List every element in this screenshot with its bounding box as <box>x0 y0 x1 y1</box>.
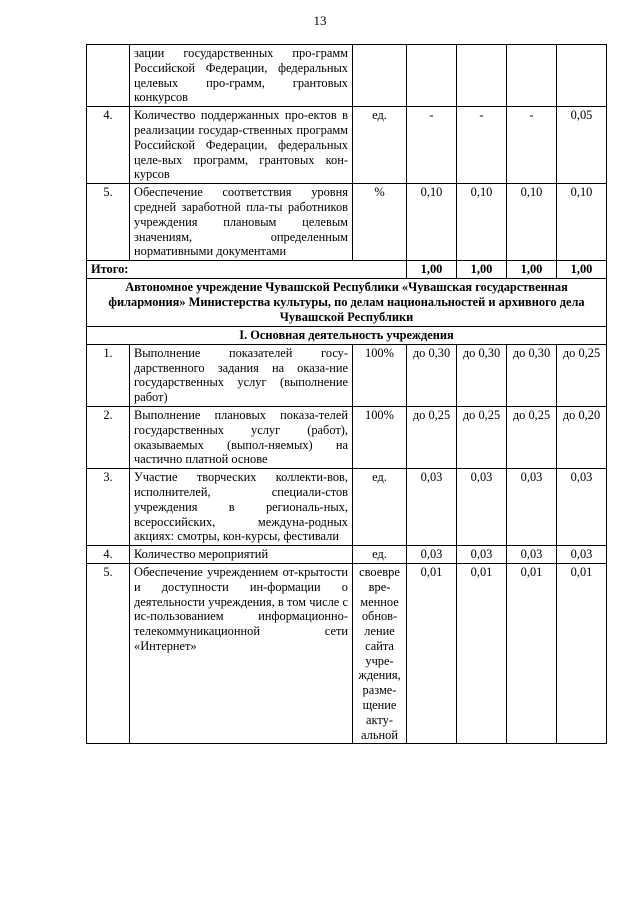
row-value: 0,03 <box>507 469 557 546</box>
row-value: 0,10 <box>407 184 457 261</box>
row-number <box>87 45 130 107</box>
row-unit: ед. <box>353 107 407 184</box>
row-value: 0,03 <box>557 469 607 546</box>
row-unit <box>353 45 407 107</box>
row-value: до 0,25 <box>457 406 507 468</box>
row-value: до 0,20 <box>557 406 607 468</box>
row-unit: 100% <box>353 344 407 406</box>
row-description: Обеспечение учреждением от-крытости и доступности ин-формации о деятельности учреждения, в том числе с ис-пользованием информационно-телекоммуникационной сети «Интернет» <box>130 563 353 744</box>
row-unit: своевре вре-менное обнов-ление сайта учре-ждения, разме-щение акту-альной <box>353 563 407 744</box>
row-value: 0,03 <box>507 546 557 564</box>
row-unit: % <box>353 184 407 261</box>
row-value: 0,03 <box>457 469 507 546</box>
table-row <box>87 344 607 406</box>
row-value: 0,01 <box>557 563 607 744</box>
row-value: 0,01 <box>507 563 557 744</box>
org-header: Автономное учреждение Чувашской Республики «Чувашская государственная филармония» Министерства культуры, по делам национальностей и архивного дела Чувашской Республики <box>87 278 607 326</box>
row-number: 2. <box>87 406 130 468</box>
row-value: 0,01 <box>457 563 507 744</box>
row-value: 0,10 <box>457 184 507 261</box>
criteria-table <box>86 44 607 744</box>
row-value: до 0,25 <box>407 406 457 468</box>
table-row <box>87 546 607 564</box>
row-value: 0,03 <box>407 546 457 564</box>
total-value: 1,00 <box>457 261 507 279</box>
row-number: 4. <box>87 107 130 184</box>
total-value: 1,00 <box>557 261 607 279</box>
page-number: 13 <box>313 13 327 28</box>
row-number: 5. <box>87 563 130 744</box>
row-value: до 0,25 <box>507 406 557 468</box>
row-value: 0,05 <box>557 107 607 184</box>
row-value: 0,03 <box>457 546 507 564</box>
row-value: до 0,30 <box>457 344 507 406</box>
row-value <box>557 45 607 107</box>
table-row <box>87 45 607 107</box>
row-value: 0,01 <box>407 563 457 744</box>
table-row <box>87 563 607 744</box>
row-value: 0,10 <box>507 184 557 261</box>
row-unit: ед. <box>353 546 407 564</box>
row-value: - <box>457 107 507 184</box>
row-value: до 0,25 <box>557 344 607 406</box>
org-header-row <box>87 278 607 326</box>
total-row <box>87 261 607 279</box>
row-number: 5. <box>87 184 130 261</box>
section-header-row <box>87 326 607 344</box>
row-value <box>457 45 507 107</box>
row-description: Выполнение плановых показа-телей государственных услуг (работ), оказываемых (выпол-няемых) на частично платной основе <box>130 406 353 468</box>
row-value: - <box>507 107 557 184</box>
section-header: I. Основная деятельность учреждения <box>87 326 607 344</box>
row-value: 0,03 <box>407 469 457 546</box>
row-number: 4. <box>87 546 130 564</box>
row-description: Обеспечение соответствия уровня средней заработной пла-ты работников учреждения плановым целевым значениям, определенным нормативными документами <box>130 184 353 261</box>
row-value: до 0,30 <box>507 344 557 406</box>
row-number: 3. <box>87 469 130 546</box>
total-label: Итого: <box>87 261 407 279</box>
table-row <box>87 406 607 468</box>
row-description: Количество мероприятий <box>130 546 353 564</box>
table-row <box>87 107 607 184</box>
row-description: зации государственных про-грамм Российской Федерации, федеральных целевых про-грамм, грантовых конкурсов <box>130 45 353 107</box>
row-value: - <box>407 107 457 184</box>
row-number: 1. <box>87 344 130 406</box>
row-value: 0,03 <box>557 546 607 564</box>
row-description: Выполнение показателей госу-дарственного задания на оказа-ние государственных услуг (выполнение работ) <box>130 344 353 406</box>
row-unit: ед. <box>353 469 407 546</box>
row-description: Количество поддержанных про-ектов в реализации государ-ственных программ Российской Федерации, федеральных целе-вых программ, грантовых кон-курсов <box>130 107 353 184</box>
row-value <box>507 45 557 107</box>
row-description: Участие творческих коллекти-вов, исполнителей, специали-стов учреждения в региональ-ных, всероссийских, междуна-родных акциях: смотры, кон-курсы, фестивали <box>130 469 353 546</box>
total-value: 1,00 <box>407 261 457 279</box>
row-value: до 0,30 <box>407 344 457 406</box>
table-row <box>87 184 607 261</box>
total-value: 1,00 <box>507 261 557 279</box>
row-unit: 100% <box>353 406 407 468</box>
table-row <box>87 469 607 546</box>
row-value: 0,10 <box>557 184 607 261</box>
row-value <box>407 45 457 107</box>
